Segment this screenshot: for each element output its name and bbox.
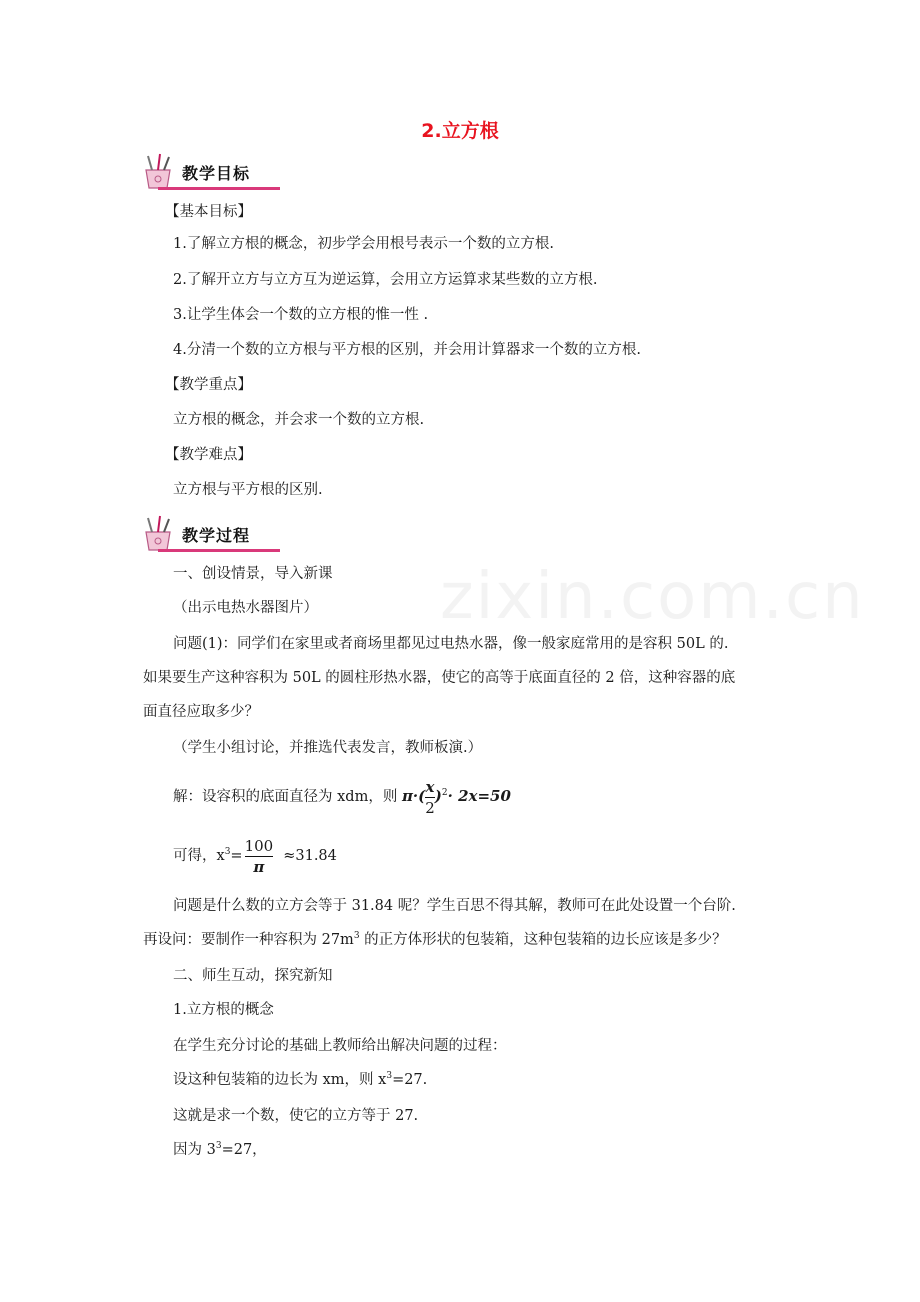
section-badge-goals (138, 152, 280, 192)
section-heading-process: 教学过程 (182, 526, 251, 545)
part2-title: 二、师生互动，探究新知 (173, 968, 333, 984)
problem1-line: 面直径应取多少？ (143, 704, 259, 720)
question-text: 再设问：要制作一种容积为 27m (143, 932, 354, 948)
concept-title: 1.立方根的概念 (173, 1002, 274, 1018)
show-picture-note: （出示电热水器图片） (173, 600, 318, 616)
question-line: 问题是什么数的立方会等于 31.84 呢？学生百思不得其解，教师可在此处设置一个台阶. (173, 898, 736, 914)
because-text: =27， (221, 1142, 267, 1158)
discussion-note: （学生小组讨论，并推选代表发言，教师板演.） (173, 740, 483, 756)
key-text: 立方根的概念，并会求一个数的立方根. (173, 412, 425, 428)
pencil-cup-icon (138, 514, 182, 554)
let-text: =27. (392, 1072, 428, 1088)
difficulty-text: 立方根与平方根的区别. (173, 482, 323, 498)
equation-fraction (425, 778, 435, 817)
question-text: 的正方体形状的包装箱，这种包装箱的边长应该是多少？ (359, 932, 727, 948)
section-underline (158, 187, 280, 190)
result-approx: ≈31.84 (283, 848, 337, 864)
goal-item: 4.分清一个数的立方根与平方根的区别，并会用计算器求一个数的立方根. (173, 342, 641, 358)
equation-exponent: 2 (441, 788, 448, 798)
result-line (173, 832, 337, 880)
fraction-numerator: 100 (244, 836, 274, 855)
result-equals: = (230, 848, 243, 864)
goal-item: 1.了解立方根的概念，初步学会用根号表示一个数的立方根. (173, 236, 554, 252)
let-exponent: 3 (386, 1071, 393, 1081)
section-badge-process (138, 514, 280, 554)
let-text: 设这种包装箱的边长为 xm，则 x (173, 1072, 387, 1088)
teacher-line: 在学生充分讨论的基础上教师给出解决问题的过程： (173, 1038, 507, 1054)
equation-close: ) (434, 787, 442, 805)
result-fraction (245, 837, 274, 876)
solution-prefix: 解：设容积的底面直径为 xdm，则 (173, 789, 398, 805)
fraction-denominator: π (253, 857, 265, 876)
pencil-cup-icon (138, 152, 182, 192)
because-exponent: 3 (215, 1141, 222, 1151)
difficulty-label: 【教学难点】 (165, 447, 252, 463)
because-text: 因为 3 (173, 1142, 216, 1158)
page-title: 2.立方根 (421, 120, 499, 142)
section-heading-goals: 教学目标 (182, 164, 251, 183)
result-exponent: 3 (224, 847, 231, 857)
question-line-2 (143, 930, 727, 950)
fraction-denominator: 2 (425, 798, 435, 817)
watermark: zixin.com.cn (440, 560, 865, 634)
goal-item: 2.了解开立方与立方互为逆运算，会用立方运算求某些数的立方根. (173, 272, 598, 288)
equation-rest: · 2x=50 (447, 787, 511, 805)
find-line: 这就是求一个数，使它的立方等于 27. (173, 1108, 419, 1124)
goal-item: 3.让学生体会一个数的立方根的惟一性 . (173, 307, 429, 323)
unit-exponent: 3 (353, 931, 360, 941)
fraction-bar (425, 797, 435, 798)
part1-title: 一、创设情景，导入新课 (173, 566, 333, 582)
solution-line (173, 772, 511, 820)
result-prefix: 可得，x (173, 848, 225, 864)
basic-goal-label: 【基本目标】 (165, 204, 252, 220)
problem1-line: 问题(1)：同学们在家里或者商场里都见过电热水器，像一般家庭常用的是容积 50L 的. (173, 636, 729, 652)
equation-pi: π·( (401, 787, 426, 805)
because-line (173, 1140, 267, 1160)
fraction-numerator: x (425, 777, 435, 796)
section-underline (158, 549, 280, 552)
key-label: 【教学重点】 (165, 377, 252, 393)
let-line (173, 1070, 427, 1090)
problem1-line: 如果要生产这种容积为 50L 的圆柱形热水器，使它的高等于底面直径的 2 倍，这种容器的底 (143, 670, 736, 686)
fraction-bar (245, 856, 274, 857)
